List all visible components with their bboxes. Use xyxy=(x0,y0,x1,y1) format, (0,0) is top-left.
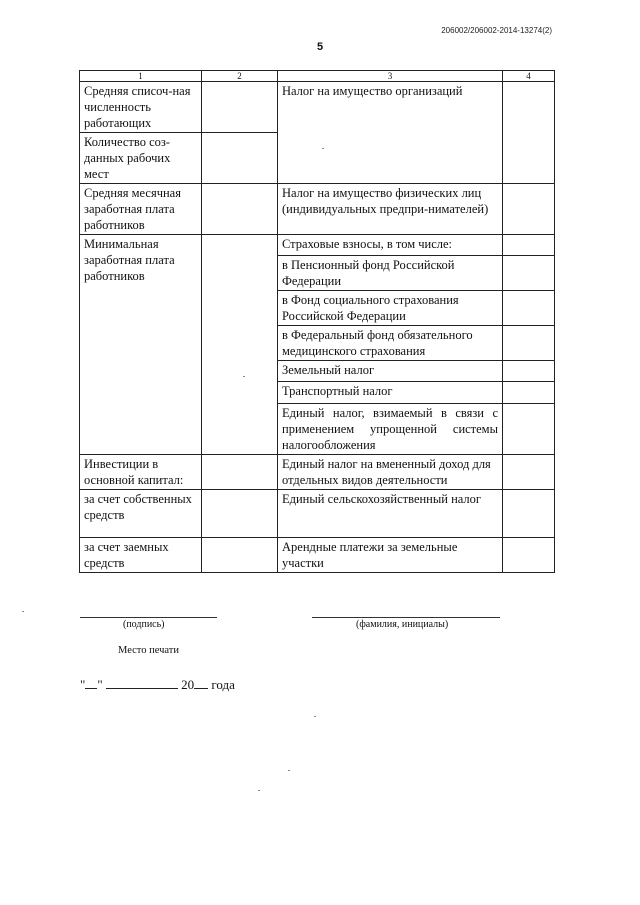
table-row xyxy=(80,490,555,538)
value-cell xyxy=(202,184,278,235)
tax-indicators-table xyxy=(79,70,555,573)
seal-place-label: Место печати xyxy=(118,645,180,656)
scan-speck xyxy=(258,790,260,791)
page-number: 5 xyxy=(316,41,324,53)
column-number: 1 xyxy=(80,71,202,82)
indicator-cell: Минимальная заработная плата работников xyxy=(80,235,202,455)
tax-cell: Страховые взносы, в том числе: xyxy=(278,235,503,256)
table-row xyxy=(80,455,555,490)
tax-value-cell xyxy=(503,184,555,235)
table-row xyxy=(80,184,555,235)
year-prefix: 20 xyxy=(181,677,195,692)
column-number: 2 xyxy=(202,71,278,82)
tax-cell: Налог на имущество организаций xyxy=(278,82,503,184)
day-blank xyxy=(85,676,97,689)
tax-cell: в Фонд социального страхования Российской Федерации xyxy=(278,291,503,326)
tax-cell: Транспортный налог xyxy=(278,382,503,404)
scan-speck xyxy=(314,716,316,717)
tax-cell: Арендные платежи за земельные участки xyxy=(278,538,503,573)
tax-value-cell xyxy=(503,490,555,538)
value-cell xyxy=(202,538,278,573)
date-open-quote: " xyxy=(80,677,86,692)
tax-cell: в Федеральный фонд обязательного медицинского страхования xyxy=(278,326,503,361)
tax-value-cell xyxy=(503,326,555,361)
date-line xyxy=(80,676,235,693)
scan-speck xyxy=(243,376,245,377)
signature-caption: (подпись) xyxy=(123,619,165,630)
tax-cell: Единый налог, взимаемый в связи с применением упрощенной системы налогообложения xyxy=(278,404,503,455)
indicator-cell: за счет заемных средств xyxy=(80,538,202,573)
tax-cell: Налог на имущество физических лиц (индивидуальных предпри-нимателей) xyxy=(278,184,503,235)
value-cell xyxy=(202,133,278,184)
tax-value-cell xyxy=(503,455,555,490)
tax-cell: Единый сельскохозяйственный налог xyxy=(278,490,503,538)
column-number: 3 xyxy=(278,71,503,82)
indicator-cell: за счет собственных средств xyxy=(80,490,202,538)
scan-speck xyxy=(322,148,324,149)
scan-speck xyxy=(288,770,290,771)
value-cell xyxy=(202,455,278,490)
tax-value-cell xyxy=(503,82,555,184)
tax-value-cell xyxy=(503,291,555,326)
month-blank xyxy=(106,676,178,689)
indicator-cell: Количество соз-данных рабочих мест xyxy=(80,133,202,184)
value-cell xyxy=(202,490,278,538)
tax-value-cell xyxy=(503,538,555,573)
column-number: 4 xyxy=(503,71,555,82)
table-row xyxy=(80,235,555,256)
tax-cell: Земельный налог xyxy=(278,361,503,382)
tax-value-cell xyxy=(503,361,555,382)
name-line xyxy=(312,617,500,618)
tax-cell: в Пенсионный фонд Российской Федерации xyxy=(278,256,503,291)
year-blank xyxy=(194,676,208,689)
scan-speck xyxy=(22,611,24,612)
tax-value-cell xyxy=(503,404,555,455)
table-row xyxy=(80,82,555,133)
signature-line xyxy=(80,617,217,618)
tax-value-cell xyxy=(503,256,555,291)
column-number-row xyxy=(80,71,555,82)
tax-value-cell xyxy=(503,382,555,404)
value-cell xyxy=(202,82,278,133)
document-id: 206002/206002-2014-13274(2) xyxy=(441,26,552,35)
indicator-cell: Средняя списоч-ная численность работающих xyxy=(80,82,202,133)
value-cell xyxy=(202,235,278,455)
tax-value-cell xyxy=(503,235,555,256)
name-caption: (фамилия, инициалы) xyxy=(356,619,449,630)
table-row xyxy=(80,538,555,573)
indicator-cell: Инвестиции в основной капитал: xyxy=(80,455,202,490)
indicator-cell: Средняя месячная заработная плата работников xyxy=(80,184,202,235)
year-suffix: года xyxy=(211,677,235,692)
tax-cell: Единый налог на вмененный доход для отдельных видов деятельности xyxy=(278,455,503,490)
date-close-quote: " xyxy=(97,677,103,692)
